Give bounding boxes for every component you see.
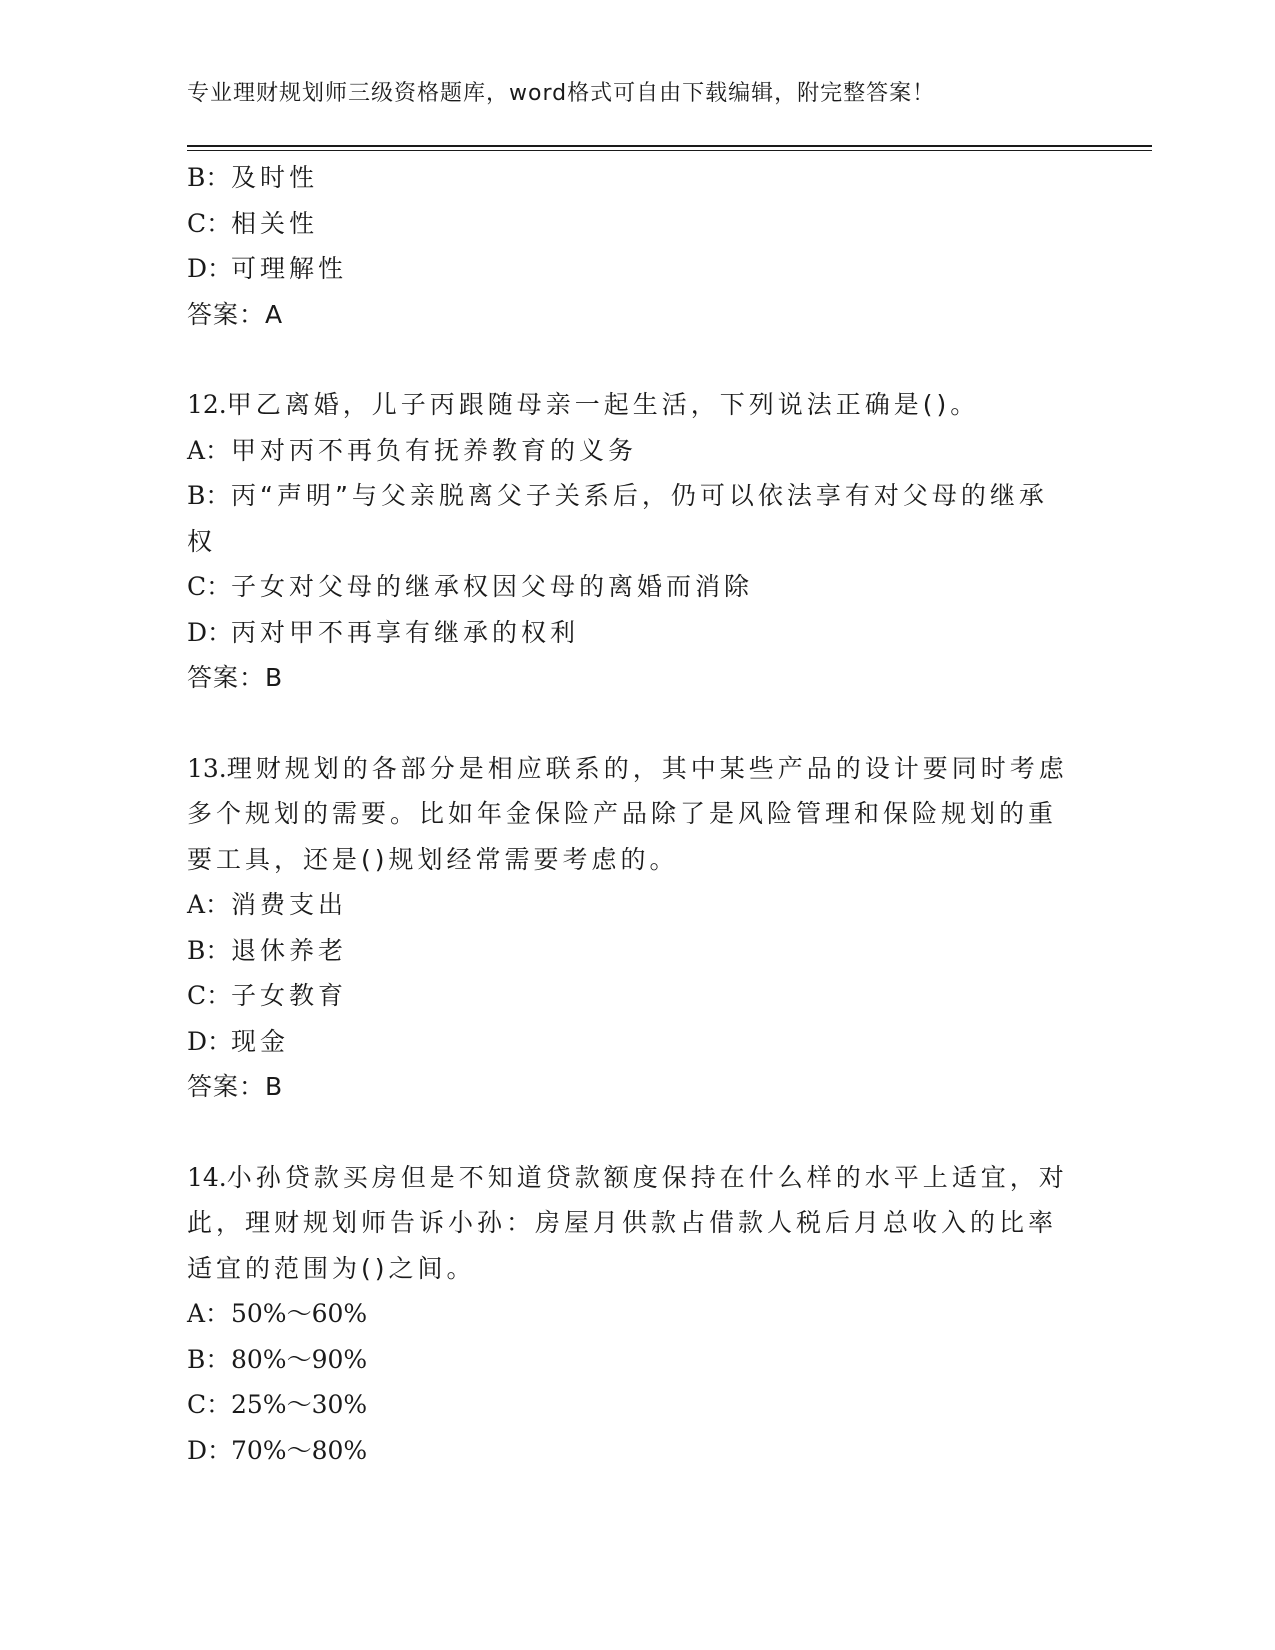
option-a	[187, 428, 1087, 474]
answer-line	[187, 1064, 1087, 1110]
option-text: 及时性	[231, 163, 319, 192]
option-d	[187, 1428, 1087, 1474]
option-b	[187, 473, 1087, 519]
answer-value: A	[265, 299, 287, 329]
option-text: 退休养老	[231, 935, 348, 965]
question-text-line: 小孙贷款买房但是不知道贷款额度保持在什么样的水平上适宜，对	[226, 1162, 1068, 1192]
answer-value: B	[265, 1072, 287, 1101]
option-a	[187, 882, 1087, 928]
question-12-stem	[187, 382, 1087, 428]
question-number: 14.	[187, 1162, 227, 1192]
option-d	[187, 610, 1087, 656]
option-key: D：	[187, 254, 233, 283]
option-key: D：	[187, 1435, 233, 1465]
option-key: C：	[187, 981, 232, 1010]
question-gap	[187, 337, 1087, 382]
header-rule-thin	[187, 150, 1152, 151]
question-number: 12.	[187, 390, 227, 419]
document-body	[187, 155, 1087, 1473]
question-text-line: 此，理财规划师告诉小孙：房屋月供款占借款人税后月总收入的比率	[187, 1208, 1058, 1237]
option-key: C：	[187, 572, 232, 601]
question-14-stem	[187, 1155, 1087, 1292]
option-a	[187, 1291, 1087, 1337]
question-text-line: 适宜的范围为()之间。	[187, 1253, 476, 1283]
answer-line	[187, 292, 1087, 338]
option-c	[187, 1382, 1087, 1428]
option-key: B：	[187, 481, 231, 510]
question-number: 13.	[187, 753, 227, 783]
option-text: 丙“声明”与父亲脱离父子关系后，仍可以依法享有对父母的继承	[231, 481, 1048, 510]
question-text-line: 多个规划的需要。比如年金保险产品除了是风险管理和保险规划的重	[187, 799, 1058, 828]
option-b	[187, 928, 1087, 974]
answer-label: 答案：	[187, 299, 266, 329]
answer-label: 答案：	[187, 1072, 266, 1101]
option-text: 消费支出	[231, 890, 348, 919]
option-text: 子女对父母的继承权因父母的离婚而消除	[231, 572, 754, 601]
answer-label: 答案：	[187, 663, 266, 692]
option-b	[187, 1337, 1087, 1383]
option-c	[187, 201, 1087, 247]
answer-line	[187, 655, 1087, 701]
question-13-stem	[187, 746, 1087, 883]
option-text: 子女教育	[231, 981, 348, 1010]
option-key: B：	[187, 163, 231, 192]
option-c	[187, 564, 1087, 610]
question-text: 甲乙离婚，儿子丙跟随母亲一起生活，下列说法正确是()。	[226, 390, 980, 419]
option-key: B：	[187, 1344, 231, 1374]
option-text: 80%～90%	[231, 1344, 368, 1374]
option-text: 丙对甲不再享有继承的权利	[231, 617, 580, 647]
option-b-wrap: 权	[187, 526, 217, 556]
option-key: A：	[187, 435, 231, 465]
option-key: C：	[187, 1390, 232, 1419]
question-text-line: 要工具，还是()规划经常需要考虑的。	[187, 844, 679, 874]
question-text-line: 理财规划的各部分是相应联系的，其中某些产品的设计要同时考虑	[226, 753, 1068, 783]
option-text: 可理解性	[231, 254, 348, 283]
option-text: 70%～80%	[231, 1435, 368, 1465]
option-key: B：	[187, 935, 231, 965]
option-key: A：	[187, 1299, 231, 1328]
option-text: 25%～30%	[231, 1390, 368, 1419]
option-text: 现金	[231, 1026, 290, 1056]
option-d	[187, 246, 1087, 292]
option-key: D：	[187, 1026, 233, 1056]
option-text: 相关性	[231, 208, 319, 238]
option-key: A：	[187, 890, 231, 919]
question-gap	[187, 701, 1087, 746]
question-gap	[187, 1110, 1087, 1155]
option-text: 甲对丙不再负有抚养教育的义务	[231, 435, 638, 465]
answer-value: B	[265, 663, 287, 692]
option-key: D：	[187, 617, 233, 647]
option-text: 50%～60%	[231, 1299, 368, 1328]
page-header-title: 专业理财规划师三级资格题库，word格式可自由下载编辑，附完整答案！	[187, 81, 936, 106]
option-c	[187, 973, 1087, 1019]
option-b	[187, 155, 1087, 201]
header-rule-thick	[187, 145, 1152, 147]
option-d	[187, 1019, 1087, 1065]
option-key: C：	[187, 208, 232, 238]
